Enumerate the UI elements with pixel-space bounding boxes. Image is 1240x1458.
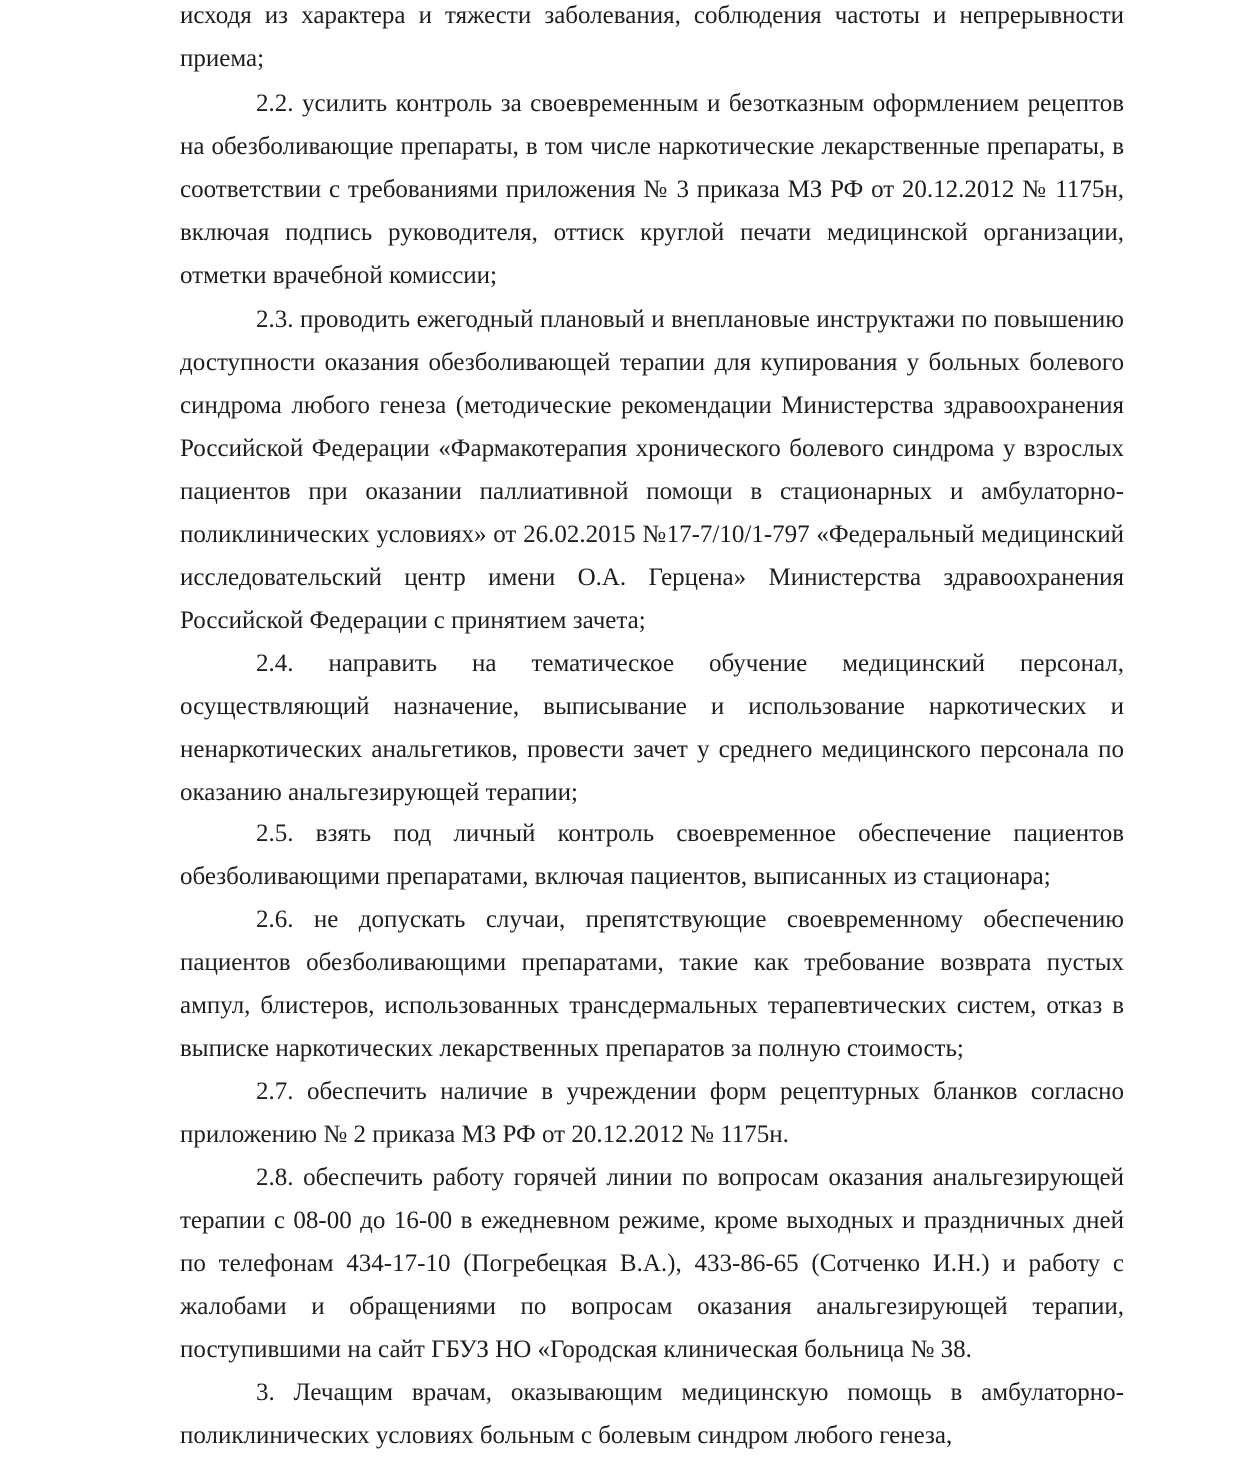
paragraph-2-2: 2.2. усилить контроль за своевременным и безотказным оформлением рецептов на обезболивающие препараты, в том числе наркотические лекарственные препараты, в соответствии с требованиями приложения № 3 приказа МЗ РФ от 20.12.2012 № 1175н, включая подпись руководителя, оттиск круглой печати медицинской организации, отметки врачебной комиссии; [180,90,1124,289]
paragraph-2-3: 2.3. проводить ежегодный плановый и внеплановые инструктажи по повышению доступности оказания обезболивающей терапии для купирования у больных болевого синдрома любого генеза (методические рекомендации Министерства здравоохранения Российской Федерации «Фармакотерапия хронического болевого синдрома у взрослых пациентов при оказании паллиативной помощи в стационарных и амбулаторно-поликлинических условиях» от 26.02.2015 №17-7/10/1-797 «Федеральный медицинский исследовательский центр имени О.А. Герцена» Министерства здравоохранения Российской Федерации с принятием зачета; [180,306,1124,634]
paragraph-continuation: исходя из характера и тяжести заболевания, соблюдения частоты и непрерывности приема; [180,2,1124,72]
paragraph-2-8: 2.8. обеспечить работу горячей линии по вопросам оказания анальгезирующей терапии с 08-00 до 16-00 в ежедневном режиме, кроме выходных и праздничных дней по телефонам 434-17-10 (Погребецкая В.А.), 433-86-65 (Сотченко И.Н.) и работу с жалобами и обращениями по вопросам оказания анальгезирующей терапии, поступившими на сайт ГБУЗ НО «Городская клиническая больница № 38. [180,1164,1124,1363]
paragraph-2-6: 2.6. не допускать случаи, препятствующие своевременному обеспечению пациентов обезболивающими препаратами, такие как требование возврата пустых ампул, блистеров, использованных трансдермальных терапевтических систем, отказ в выписке наркотических лекарственных препаратов за полную стоимость; [180,906,1124,1062]
paragraph-2-5: 2.5. взять под личный контроль своевременное обеспечение пациентов обезболивающими препаратами, включая пациентов, выписанных из стационара; [180,820,1124,890]
paragraph-2-4: 2.4. направить на тематическое обучение медицинский персонал, осуществляющий назначение, выписывание и использование наркотических и ненаркотических анальгетиков, провести зачет у среднего медицинского персонала по оказанию анальгезирующей терапии; [180,650,1124,806]
paragraph-2-7: 2.7. обеспечить наличие в учреждении форм рецептурных бланков согласно приложению № 2 приказа МЗ РФ от 20.12.2012 № 1175н. [180,1078,1124,1148]
paragraph-3: 3. Лечащим врачам, оказывающим медицинскую помощь в амбулаторно-поликлинических условиях больным с болевым синдром любого генеза, [180,1379,1124,1449]
